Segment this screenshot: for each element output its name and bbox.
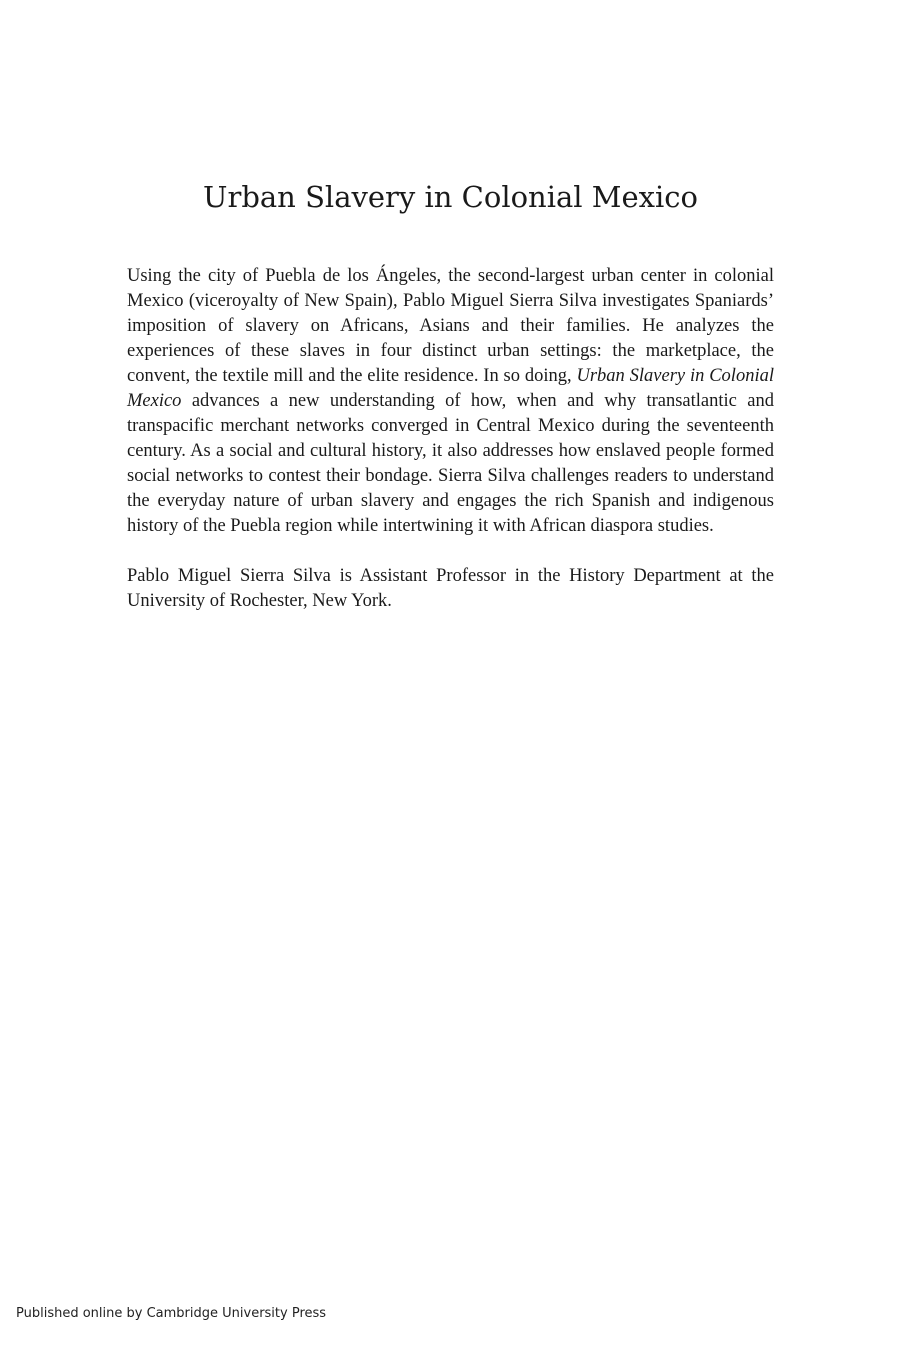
- author-bio: Pablo Miguel Sierra Silva is Assistant Professor in the History Department at the University of Rochester, New York.: [127, 566, 774, 611]
- page-title: Urban Slavery in Colonial Mexico: [203, 180, 698, 214]
- description-book-title: Urban Slavery in Colonial Mexico: [127, 366, 774, 411]
- book-description: [127, 264, 774, 539]
- description-text-end: advances a new understanding of how, when and why transatlantic and transpacific merchant networks converged in Central Mexico during the seventeenth century. As a social and cultural history, it also addresses how enslaved people formed social networks to contest their bondage. Sierra Silva challenges readers to understand the everyday nature of urban slavery and engages the rich Spanish and indigenous history of the Puebla region while intertwining it with African diaspora studies.: [127, 391, 774, 536]
- publisher-footer: Published online by Cambridge University Press: [16, 1306, 327, 1321]
- description-text-start: Using the city of Puebla de los Ángeles, the second-largest urban center in colonial Mexico (viceroyalty of New Spain), Pablo Miguel Sierra Silva investigates Spaniards’ imposition of slavery on Africans, Asians and their families. He analyzes the experiences of these slaves in four distinct urban settings: the marketplace, the convent, the textile mill and the elite residence. In so doing,: [127, 266, 774, 386]
